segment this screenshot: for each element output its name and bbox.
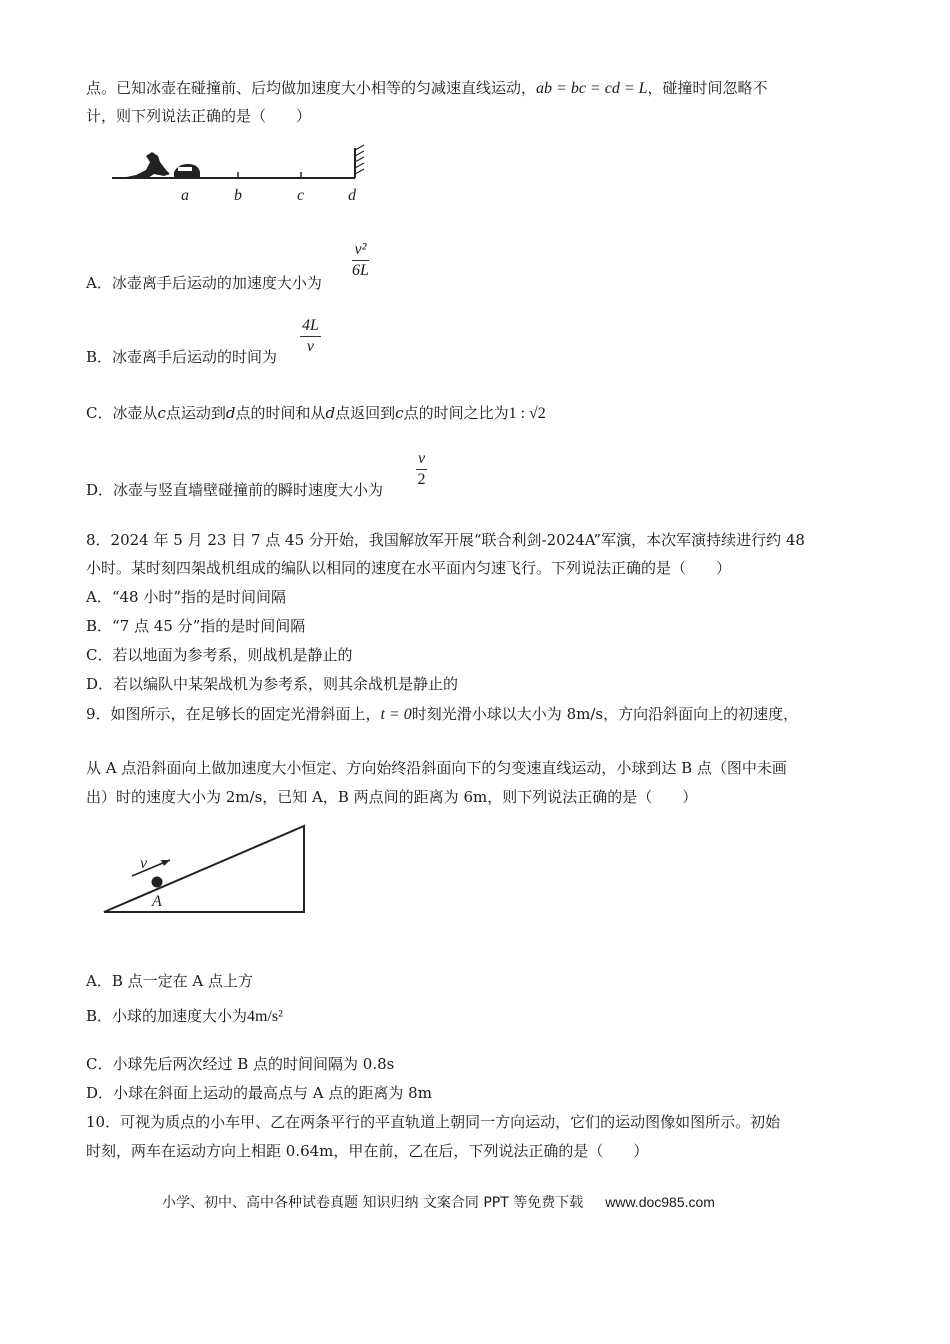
q7-intro-line2: 计，则下列说法正确的是（ ） [86, 107, 312, 125]
q7-option-a: A．冰壶离手后运动的加速度大小为 [86, 274, 322, 292]
q9-option-c: C．小球先后两次经过 B 点的时间间隔为 0.8s [86, 1055, 395, 1073]
q8-option-a: A．“48 小时”指的是时间间隔 [86, 588, 287, 606]
q9-label-v: v [140, 855, 148, 872]
q7-option-c-text: 点的时间之比为 [403, 404, 509, 422]
q9-incline-figure [100, 820, 312, 920]
q7-intro-text: 点。已知冰壶在碰撞前、后均做加速度大小相等的匀减速直线运动， [86, 79, 537, 97]
footer-url[interactable]: www.doc985.com [605, 1194, 715, 1210]
q8-option-b: B．“7 点 45 分”指的是时间间隔 [86, 617, 306, 635]
q7-intro-line1 [86, 78, 768, 99]
q7-option-a-denominator: 6L [352, 262, 369, 279]
q7-label-d: d [348, 187, 356, 204]
q9-option-d: D．小球在斜面上运动的最高点与 A 点的距离为 8m [86, 1084, 432, 1102]
q9-stem-line1 [86, 704, 798, 725]
page-footer [162, 1192, 715, 1212]
q9-label-a: A [152, 893, 162, 910]
q7-option-c-text: 点运动到 [165, 404, 226, 422]
q9-stem-equation: t = 0 [380, 706, 412, 723]
q7-option-d-denominator: 2 [417, 471, 426, 488]
q7-option-c-var: c [395, 404, 404, 422]
q7-option-b-denominator: v [306, 338, 314, 355]
q10-stem-line2: 时刻，两车在运动方向上相距 0.64m，甲在前，乙在后，下列说法正确的是（ ） [86, 1142, 649, 1160]
q7-label-c: c [297, 187, 305, 204]
q7-intro-equation: ab = bc = cd = L [536, 80, 648, 97]
q9-stem-text-2: 时刻光滑小球以大小为 8m/s，方向沿斜面向上的初速度， [411, 705, 799, 723]
q7-option-a-numerator: v² [352, 240, 369, 261]
q7-option-c-ratio: 1 : √2 [508, 405, 546, 422]
q7-option-c-var: c [157, 404, 166, 422]
q7-label-b: b [234, 187, 242, 204]
q7-option-c-var: d [225, 404, 236, 422]
q9-option-b-value: 4m/s² [247, 1008, 283, 1025]
q7-option-a-fraction [352, 240, 369, 281]
q7-option-c-text: C．冰壶从 [86, 404, 158, 422]
q7-option-b: B．冰壶离手后运动的时间为 [86, 348, 278, 366]
q7-option-d-numerator: v [416, 449, 427, 470]
q9-option-b-text: B．小球的加速度大小为 [86, 1007, 248, 1025]
q8-option-d: D．若以编队中某架战机为参考系，则其余战机是静止的 [86, 675, 459, 693]
q8-stem-line2: 小时。某时刻四架战机组成的编队以相同的速度在水平面内匀速飞行。下列说法正确的是（ ） [86, 559, 732, 577]
q7-option-b-fraction [300, 316, 321, 357]
q10-stem-line1: 10．可视为质点的小车甲、乙在两条平行的平直轨道上朝同一方向运动，它们的运动图像如图所示。初始 [86, 1113, 781, 1131]
q7-curling-figure [108, 140, 378, 206]
q8-stem-line1: 8．2024 年 5 月 23 日 7 点 45 分开始，我国解放军开展“联合利剑-2024A”军演，本次军演持续进行约 48 [86, 531, 805, 549]
q9-option-b [86, 1006, 283, 1027]
footer-text: 小学、初中、高中各种试卷真题 知识归纳 文案合同 PPT 等免费下载 [162, 1195, 584, 1211]
q8-option-c: C．若以地面为参考系，则战机是静止的 [86, 646, 353, 664]
q7-option-c-var: d [325, 404, 336, 422]
q7-label-a: a [181, 187, 189, 204]
q9-stem-line3: 出）时的速度大小为 2m/s，已知 A，B 两点间的距离为 6m，则下列说法正确的是（ ） [86, 788, 698, 806]
q7-option-d: D．冰壶与竖直墙壁碰撞前的瞬时速度大小为 [86, 481, 384, 499]
q7-option-d-fraction [416, 449, 427, 490]
q9-option-a: A．B 点一定在 A 点上方 [86, 972, 253, 990]
q7-option-c-text: 点返回到 [335, 404, 396, 422]
q9-stem-text: 9．如图所示，在足够长的固定光滑斜面上， [86, 705, 381, 723]
q7-option-c-text: 点的时间和从 [235, 404, 326, 422]
q7-intro-text-2: ，碰撞时间忽略不 [647, 79, 768, 97]
q7-option-c [86, 403, 546, 424]
q7-option-b-numerator: 4L [300, 316, 321, 337]
q9-stem-line2: 从 A 点沿斜面向上做加速度大小恒定、方向始终沿斜面向下的匀变速直线运动，小球到达 B 点（图中未画 [86, 759, 787, 777]
